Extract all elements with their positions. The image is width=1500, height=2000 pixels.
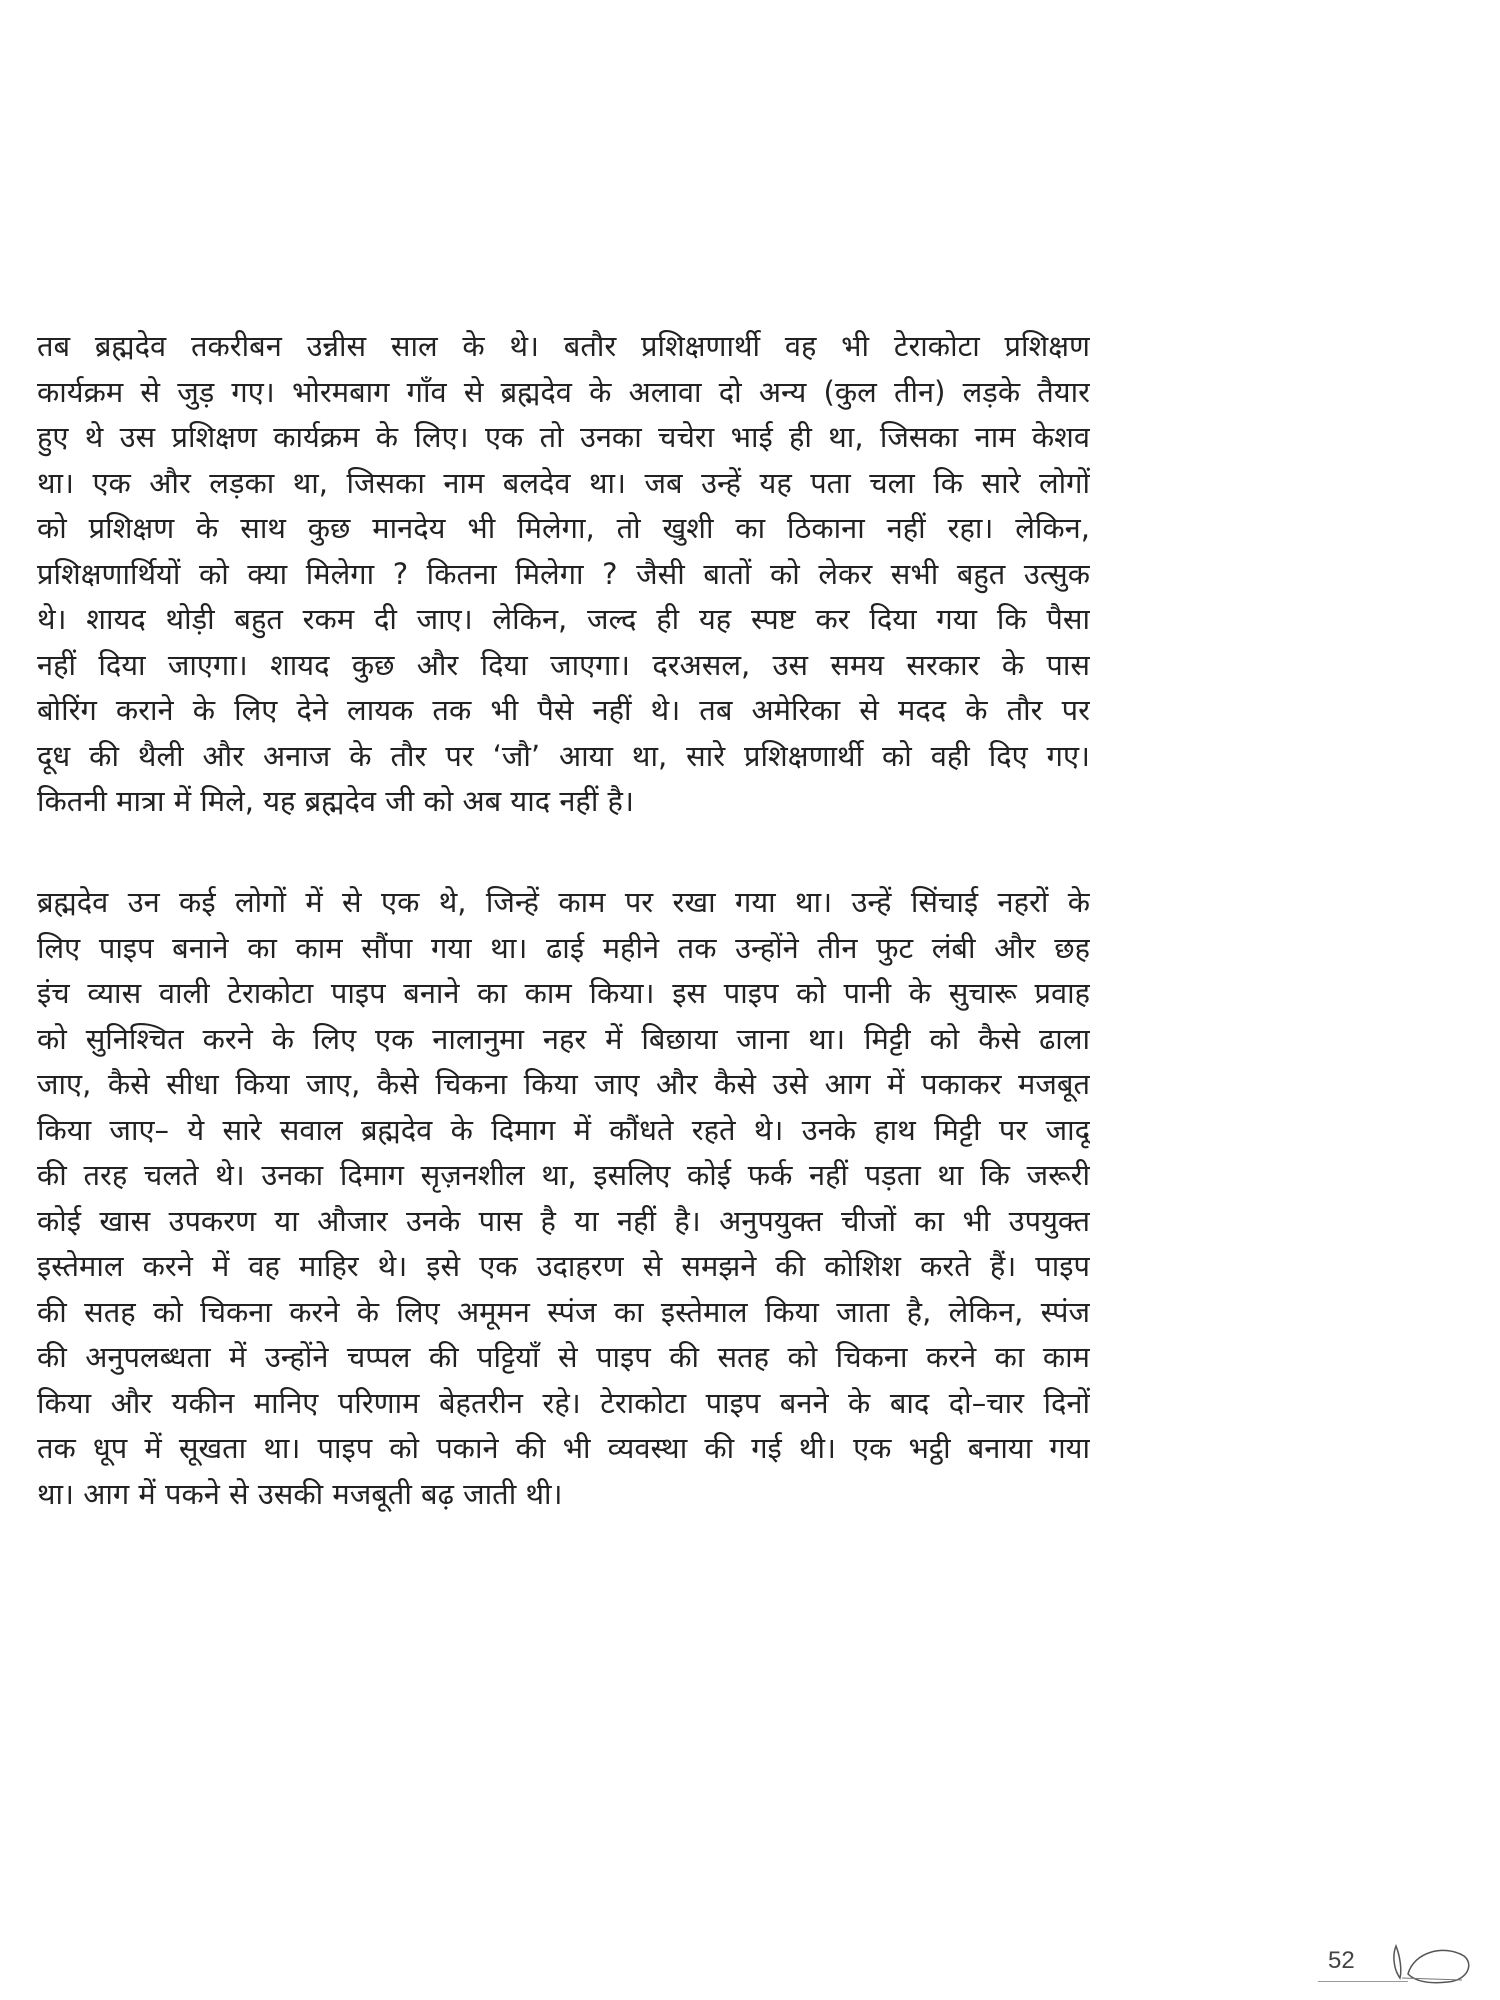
text-line: कार्यक्रम से जुड़ गए। भोरमबाग गाँव से ब्रह्मदेव के अलावा दो अन्य (कुल तीन) लड़के तैयार [37,374,1090,409]
text-line: थे। शायद थोड़ी बहुत रकम दी जाए। लेकिन, जल्द ही यह स्पष्ट कर दिया गया कि पैसा [37,602,1090,636]
text-line: की सतह को चिकना करने के लिए अमूमन स्पंज का इस्तेमाल किया जाता है, लेकिन, स्पंज [37,1294,1090,1329]
text-line: कितनी मात्रा में मिले, यह ब्रह्मदेव जी को अब याद नहीं है। [37,784,634,818]
text-line: किया और यकीन मानिए परिणाम बेहतरीन रहे। टेराकोटा पाइप बनने के बाद दो–चार दिनों [37,1385,1090,1420]
text-line: बोरिंग कराने के लिए देने लायक तक भी पैसे नहीं थे। तब अमेरिका से मदद के तौर पर [37,693,1090,727]
text-line: किया जाए– ये सारे सवाल ब्रह्मदेव के दिमाग में कौंधते रहते थे। उनके हाथ मिट्टी पर जादू [37,1112,1090,1147]
text-line: प्रशिक्षणार्थियों को क्या मिलेगा ? कितना मिलेगा ? जैसी बातों को लेकर सभी बहुत उत्सुक [37,556,1090,591]
text-line: कोई खास उपकरण या औजार उनके पास है या नहीं है। अनुपयुक्त चीजों का भी उपयुक्त [37,1203,1090,1238]
text-line: हुए थे उस प्रशिक्षण कार्यक्रम के लिए। एक तो उनका चचेरा भाई ही था, जिसका नाम केशव [37,420,1090,454]
text-line: इस्तेमाल करने में वह माहिर थे। इसे एक उदाहरण से समझने की कोशिश करते हैं। पाइप [37,1249,1090,1283]
text-line: तक धूप में सूखता था। पाइप को पकाने की भी व्यवस्था की गई थी। एक भट्ठी बनाया गया [37,1431,1090,1465]
text-line: था। आग में पकने से उसकी मजबूती बढ़ जाती थी। [37,1476,563,1511]
text-line: था। एक और लड़का था, जिसका नाम बलदेव था। जब उन्हें यह पता चला कि सारे लोगों [37,465,1090,500]
text-line: तब ब्रह्मदेव तकरीबन उन्नीस साल के थे। बतौर प्रशिक्षणार्थी वह भी टेराकोटा प्रशिक्षण [37,329,1090,363]
text-line: को सुनिश्चित करने के लिए एक नालानुमा नहर में बिछाया जाना था। मिट्टी को कैसे ढाला [37,1021,1090,1056]
text-line: ब्रह्मदेव उन कई लोगों में से एक थे, जिन्हें काम पर रखा गया था। उन्हें सिंचाई नहरों के [37,885,1090,919]
text-line: की तरह चलते थे। उनका दिमाग सृज़नशील था, इसलिए कोई फर्क नहीं पड़ता था कि जरूरी [37,1158,1090,1192]
text-line: नहीं दिया जाएगा। शायद कुछ और दिया जाएगा। दरअसल, उस समय सरकार के पास [37,647,1090,682]
text-line: लिए पाइप बनाने का काम सौंपा गया था। ढाई महीने तक उन्होंने तीन फुट लंबी और छह [37,930,1090,965]
text-line: दूध की थैली और अनाज के तौर पर ‘जौ’ आया था, सारे प्रशिक्षणार्थी को वही दिए गए। [37,738,1090,773]
leaf-outline-icon [1388,1938,1473,1986]
text-line: जाए, कैसे सीधा किया जाए, कैसे चिकना किया जाए और कैसे उसे आग में पकाकर मजबूत [37,1067,1090,1101]
page-footer [1318,1938,1478,1988]
text-line: इंच व्यास वाली टेराकोटा पाइप बनाने का काम किया। इस पाइप को पानी के सुचारू प्रवाह [37,976,1090,1010]
text-line: को प्रशिक्षण के साथ कुछ मानदेय भी मिलेगा, तो खुशी का ठिकाना नहीं रहा। लेकिन, [37,511,1090,545]
page-number: 52 [1328,1947,1355,1974]
text-line: की अनुपलब्धता में उन्होंने चप्पल की पट्टियाँ से पाइप की सतह को चिकना करने का काम [37,1340,1090,1374]
paragraph-1 [37,324,1090,825]
paragraph-2 [37,880,1090,1517]
